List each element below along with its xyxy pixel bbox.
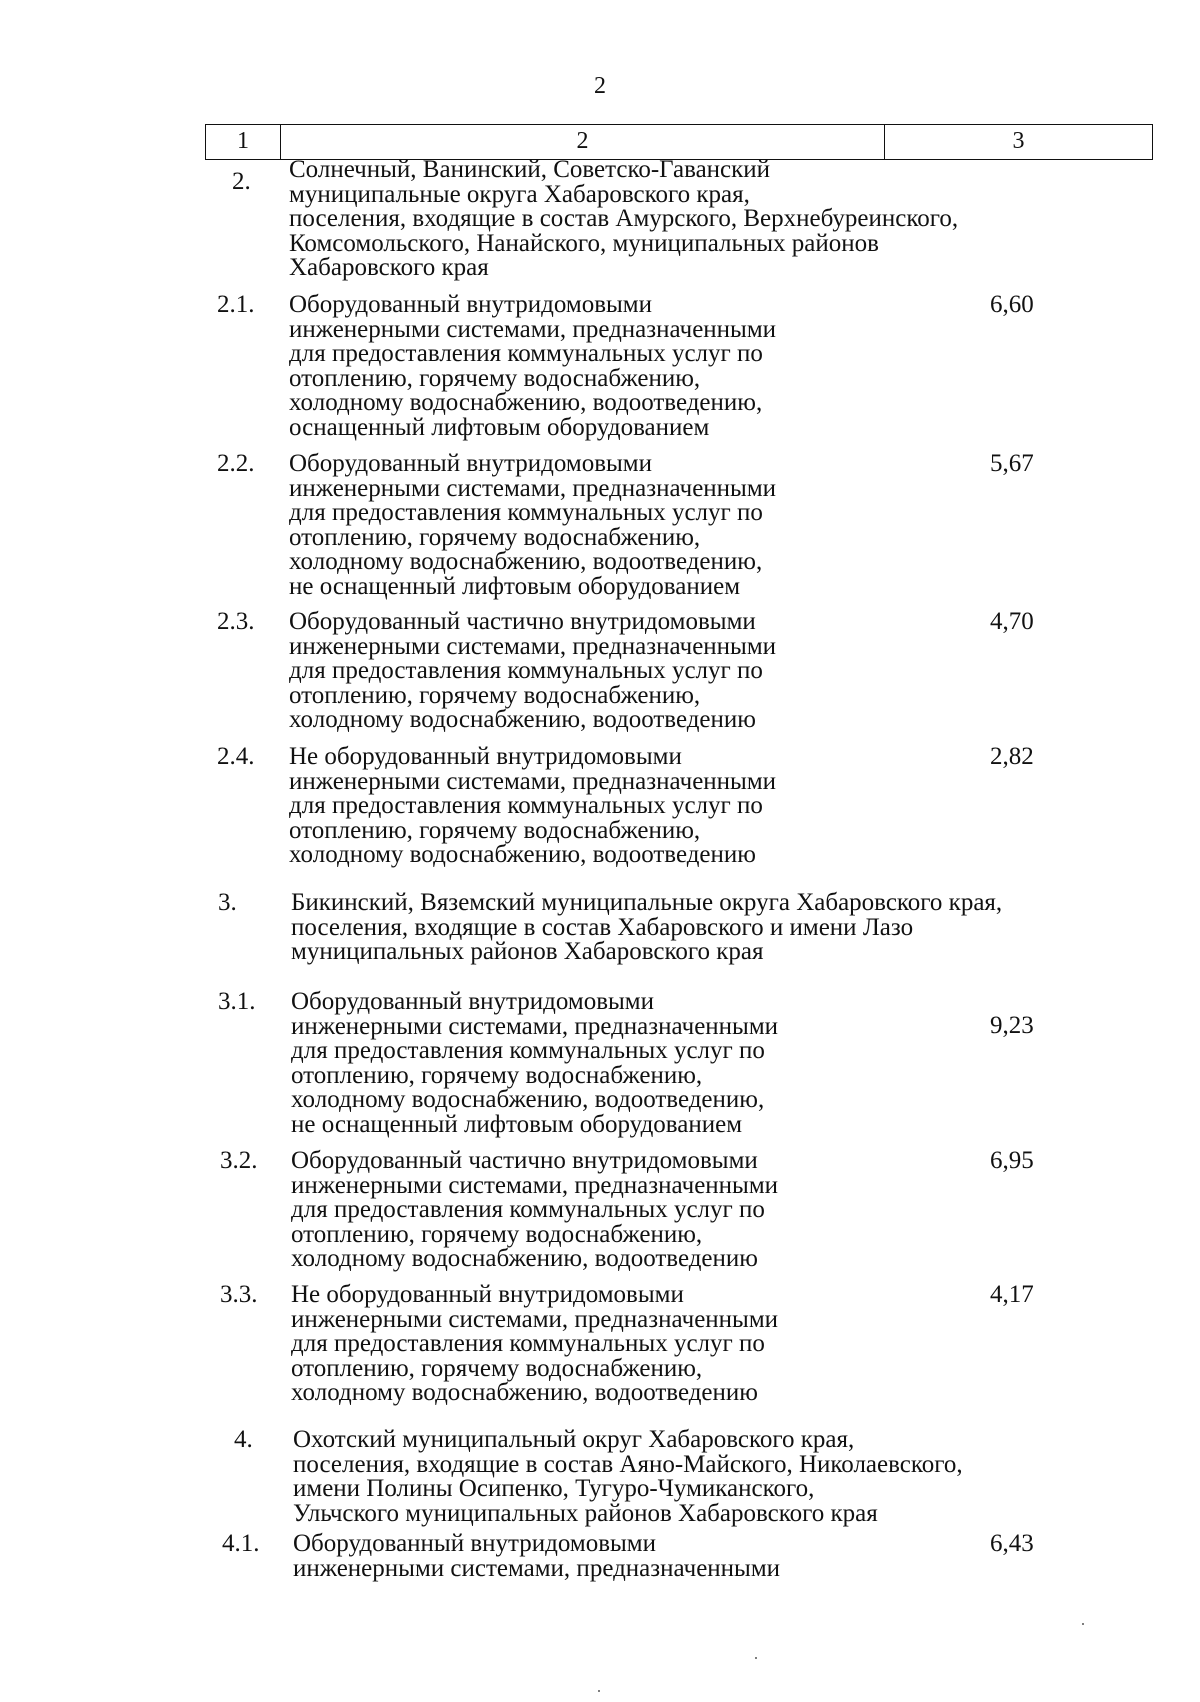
description-line: Оборудованный внутридомовыми: [293, 1530, 657, 1557]
scan-speck: [1082, 1623, 1084, 1625]
description-line: Не оборудованный внутридомовыми: [291, 1281, 684, 1308]
description-line: муниципальные округа Хабаровского края,: [289, 180, 750, 208]
description-line: Оборудованный внутридомовыми: [289, 450, 653, 477]
row-number: 2.2.: [217, 450, 255, 477]
row-number: 4.1.: [222, 1530, 260, 1557]
description-line: холодному водоснабжению, водоотведению,: [291, 1086, 765, 1114]
description-line: Бикинский, Вяземский муниципальные округа Хабаровского края,: [291, 889, 1003, 916]
row-description: [293, 1428, 963, 1526]
description-line: Солнечный, Ванинский, Советско-Гаванский: [289, 156, 771, 183]
description-line: для предоставления коммунальных услуг по: [291, 1330, 765, 1358]
row-number: 2.4.: [217, 743, 255, 770]
row-description: [291, 1283, 778, 1406]
row-number: 3.2.: [220, 1147, 258, 1174]
description-line: для предоставления коммунальных услуг по: [291, 1196, 765, 1224]
description-line: отоплению, горячему водоснабжению,: [291, 1354, 703, 1382]
description-line: для предоставления коммунальных услуг по: [289, 792, 763, 820]
description-line: инженерными системами, предназначенными: [289, 632, 777, 660]
description-line: Оборудованный внутридомовыми: [289, 291, 653, 318]
scan-speck: [598, 1690, 600, 1692]
row-number: 2.: [232, 168, 251, 195]
description-line: отоплению, горячему водоснабжению,: [291, 1220, 703, 1248]
description-line: поселения, входящие в состав Аяно-Майского, Николаевского,: [293, 1450, 963, 1478]
description-line: холодному водоснабжению, водоотведению: [289, 841, 756, 869]
row-value: 9,23: [990, 1012, 1034, 1039]
description-line: для предоставления коммунальных услуг по: [289, 340, 763, 368]
row-description: [289, 745, 776, 868]
header-col-2: 2: [281, 125, 885, 159]
description-line: не оснащенный лифтовым оборудованием: [291, 1110, 743, 1138]
row-description: [289, 293, 776, 441]
scan-speck: [755, 1657, 757, 1659]
description-line: Охотский муниципальный округ Хабаровского края,: [293, 1426, 855, 1453]
row-number: 4.: [234, 1426, 253, 1453]
description-line: Ульчского муниципальных районов Хабаровского края: [293, 1499, 878, 1527]
row-description: [289, 452, 776, 600]
description-line: поселения, входящие в состав Амурского, Верхнебуреинского,: [289, 205, 959, 233]
row-description: [289, 158, 958, 281]
row-value: 4,17: [990, 1281, 1034, 1308]
description-line: оснащенный лифтовым оборудованием: [289, 413, 710, 441]
description-line: инженерными системами, предназначенными: [289, 767, 777, 795]
row-description: [289, 610, 776, 733]
description-line: муниципальных районов Хабаровского края: [291, 938, 764, 966]
description-line: инженерными системами, предназначенными: [291, 1012, 779, 1040]
description-line: отоплению, горячему водоснабжению,: [289, 681, 701, 709]
description-line: для предоставления коммунальных услуг по: [289, 657, 763, 685]
row-value: 6,43: [990, 1530, 1034, 1557]
description-line: инженерными системами, предназначенными: [291, 1171, 779, 1199]
row-description: [291, 891, 1002, 965]
description-line: имени Полины Осипенко, Тугуро-Чумиканского,: [293, 1475, 815, 1503]
description-line: холодному водоснабжению, водоотведению,: [289, 548, 763, 576]
description-line: инженерными системами, предназначенными: [291, 1305, 779, 1333]
row-description: [291, 990, 778, 1138]
description-line: Оборудованный частично внутридомовыми: [291, 1147, 758, 1174]
description-line: инженерными системами, предназначенными: [289, 315, 777, 343]
row-description: [293, 1532, 780, 1581]
header-col-3: 3: [1012, 128, 1025, 154]
row-number: 2.1.: [217, 291, 255, 318]
table-header: [205, 124, 1153, 160]
row-number: 2.3.: [217, 608, 255, 635]
row-number: 3.1.: [218, 988, 256, 1015]
row-value: 4,70: [990, 608, 1034, 635]
description-line: холодному водоснабжению, водоотведению: [289, 706, 756, 734]
description-line: отоплению, горячему водоснабжению,: [289, 523, 701, 551]
description-line: для предоставления коммунальных услуг по: [291, 1037, 765, 1065]
description-line: отоплению, горячему водоснабжению,: [289, 816, 701, 844]
description-line: холодному водоснабжению, водоотведению,: [289, 389, 763, 417]
row-value: 6,95: [990, 1147, 1034, 1174]
description-line: поселения, входящие в состав Хабаровского и имени Лазо: [291, 913, 914, 941]
description-line: отоплению, горячему водоснабжению,: [291, 1061, 703, 1089]
row-number: 3.: [218, 889, 237, 916]
description-line: инженерными системами, предназначенными: [293, 1554, 781, 1582]
description-line: холодному водоснабжению, водоотведению: [291, 1245, 758, 1273]
description-line: Оборудованный внутридомовыми: [291, 988, 655, 1015]
description-line: для предоставления коммунальных услуг по: [289, 499, 763, 527]
row-value: 2,82: [990, 743, 1034, 770]
page-number: 2: [594, 73, 606, 99]
description-line: отоплению, горячему водоснабжению,: [289, 364, 701, 392]
row-number: 3.3.: [220, 1281, 258, 1308]
description-line: Не оборудованный внутридомовыми: [289, 743, 682, 770]
description-line: Комсомольского, Нанайского, муниципальных районов: [289, 229, 879, 257]
description-line: холодному водоснабжению, водоотведению: [291, 1379, 758, 1407]
description-line: инженерными системами, предназначенными: [289, 474, 777, 502]
header-col-1: 1: [206, 125, 281, 159]
description-line: Оборудованный частично внутридомовыми: [289, 608, 756, 635]
row-value: 5,67: [990, 450, 1034, 477]
description-line: Хабаровского края: [289, 254, 489, 282]
description-line: не оснащенный лифтовым оборудованием: [289, 572, 741, 600]
row-description: [291, 1149, 778, 1272]
row-value: 6,60: [990, 291, 1034, 318]
